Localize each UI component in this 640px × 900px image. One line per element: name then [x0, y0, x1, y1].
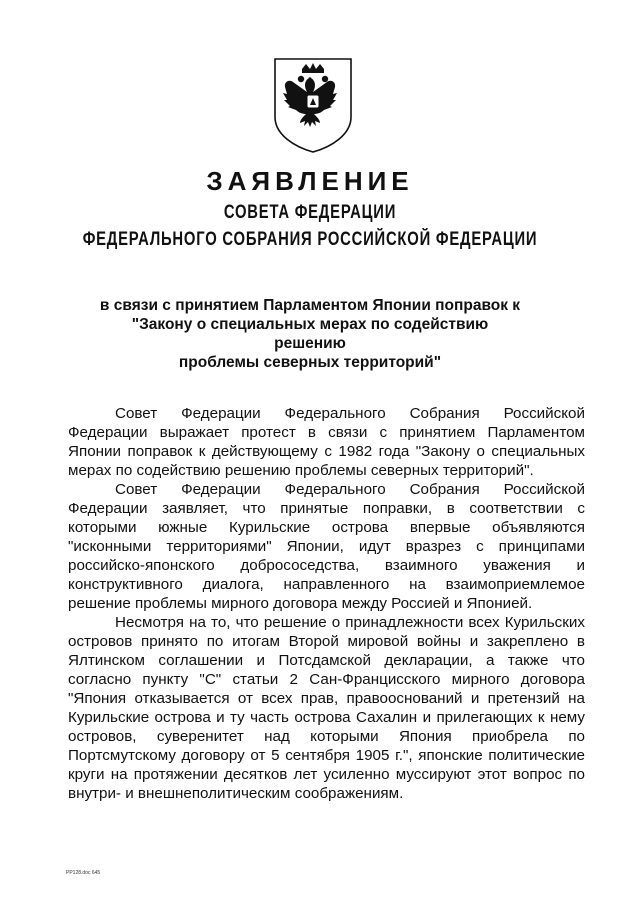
russian-coat-of-arms-icon — [265, 55, 361, 155]
issuer-line-2: ФЕДЕРАЛЬНОГО СОБРАНИЯ РОССИЙСКОЙ ФЕДЕРАЦИИ — [82, 229, 538, 250]
document-subject — [95, 296, 525, 372]
document-body — [68, 404, 585, 803]
issuer-line-1: СОВЕТА ФЕДЕРАЦИИ — [223, 202, 397, 223]
subject-line: "Закону о специальных мерах по содействию решению — [131, 316, 489, 352]
document-title: ЗАЯВЛЕНИЕ — [206, 166, 414, 196]
body-paragraph: Совет Федерации Федерального Собрания Российской Федерации выражает протест в связи с принятием Парламентом Японии поправок к действующему с 1982 года "Закону о специальных мерах по содействию решению проблемы северных территорий". — [68, 405, 585, 479]
body-paragraph: Совет Федерации Федерального Собрания Российской Федерации заявляет, что принятые поправки, в соответствии с которыми южные Курильские острова впервые объявляются "исконными территориями" Японии, идут вразрез с принципами российско-японского добрососедства, взаимного уважения и конструктивного диалога, направленного на взаимоприемлемое решение проблемы мирного договора между Россией и Японией. — [68, 481, 585, 612]
file-code: PP128.doc 645 — [66, 870, 101, 876]
body-paragraph: Несмотря на то, что решение о принадлежности всех Курильских островов принято по итогам Второй мировой войны и закреплено в Ялтинском соглашении и Потсдамской декларации, а также что согласно пункту "С" статьи 2 Сан-Францисского мирного договора "Япония отказывается от всех прав, правооснований и претензий на Курильские острова и ту часть острова Сахалин и прилегающих к нему островов, суверенитет над которыми Япония приобрела по Портсмутскому договору от 5 сентября 1905 г.", японские политические круги на протяжении десятков лет усиленно муссируют этот вопрос по внутри- и внешнеполитическим соображениям. — [68, 614, 585, 802]
subject-line: проблемы северных территорий" — [178, 354, 442, 371]
subject-line: в связи с принятием Парламентом Японии поправок к — [99, 297, 521, 314]
